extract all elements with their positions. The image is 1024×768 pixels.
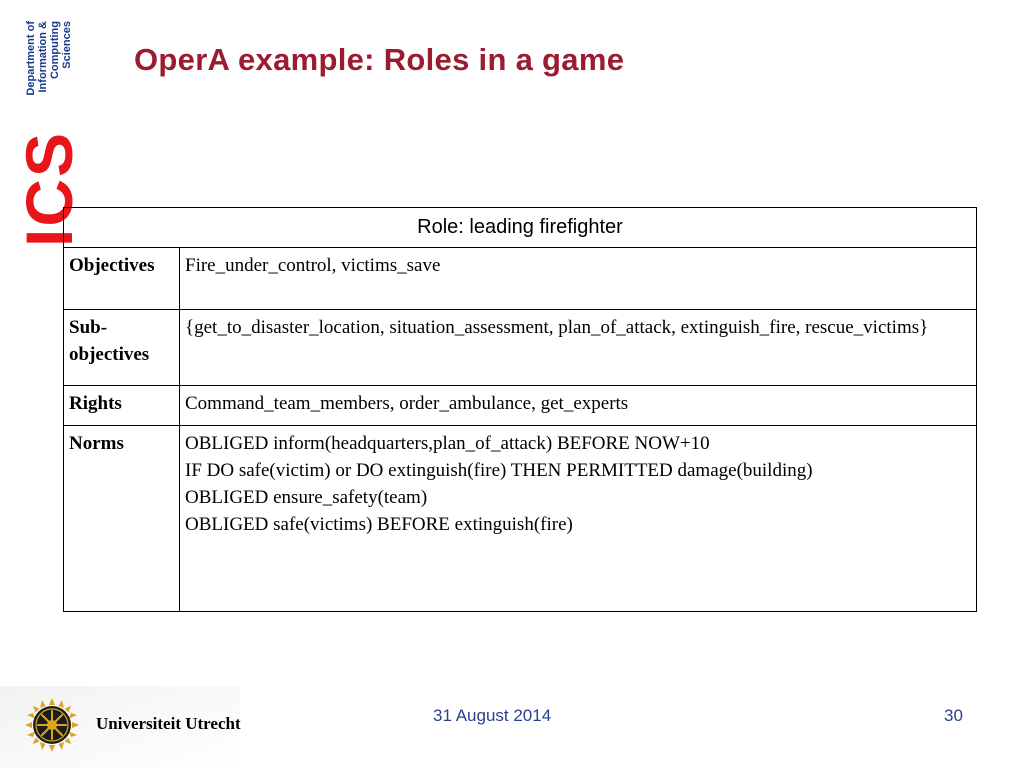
university-seal-icon: [24, 697, 80, 753]
row-label-sub-objectives: Sub- objectives: [64, 310, 180, 386]
norm-line: OBLIGED safe(victims) BEFORE extinguish(fire): [185, 514, 573, 535]
row-value-rights: Command_team_members, order_ambulance, get_experts: [180, 386, 977, 426]
table-row: [64, 310, 977, 386]
ics-letters-text: ICS: [12, 130, 86, 248]
norm-line: OBLIGED ensure_safety(team): [185, 487, 428, 508]
row-value-sub-objectives: {get_to_disaster_location, situation_assessment, plan_of_attack, extinguish_fire, rescue_victims}: [180, 310, 977, 386]
role-table: [63, 207, 977, 612]
department-line: Information &: [37, 21, 49, 93]
table-row: [64, 386, 977, 426]
department-line: Department of: [25, 21, 37, 96]
department-text: [18, 20, 80, 128]
row-label-norms: Norms: [64, 426, 180, 612]
norm-line: OBLIGED inform(headquarters,plan_of_attack) BEFORE NOW+10: [185, 433, 710, 454]
row-label-objectives: Objectives: [64, 248, 180, 310]
table-header-row: [64, 208, 977, 248]
slide-title: OperA example: Roles in a game: [134, 42, 625, 77]
table-row: [64, 426, 977, 612]
norm-line: IF DO safe(victim) or DO extinguish(fire) THEN PERMITTED damage(building): [185, 460, 813, 481]
table-row: [64, 248, 977, 310]
row-value-objectives: Fire_under_control, victims_save: [180, 248, 977, 310]
department-line: Sciences: [61, 21, 73, 69]
slide-number: 30: [944, 706, 963, 725]
table-header: Role: leading firefighter: [64, 208, 977, 248]
ics-logo: [12, 20, 86, 248]
university-name: Universiteit Utrecht: [96, 714, 241, 733]
slide-date: 31 August 2014: [433, 706, 552, 725]
row-label-rights: Rights: [64, 386, 180, 426]
row-value-norms: [180, 426, 977, 612]
department-line: Computing: [49, 21, 61, 80]
